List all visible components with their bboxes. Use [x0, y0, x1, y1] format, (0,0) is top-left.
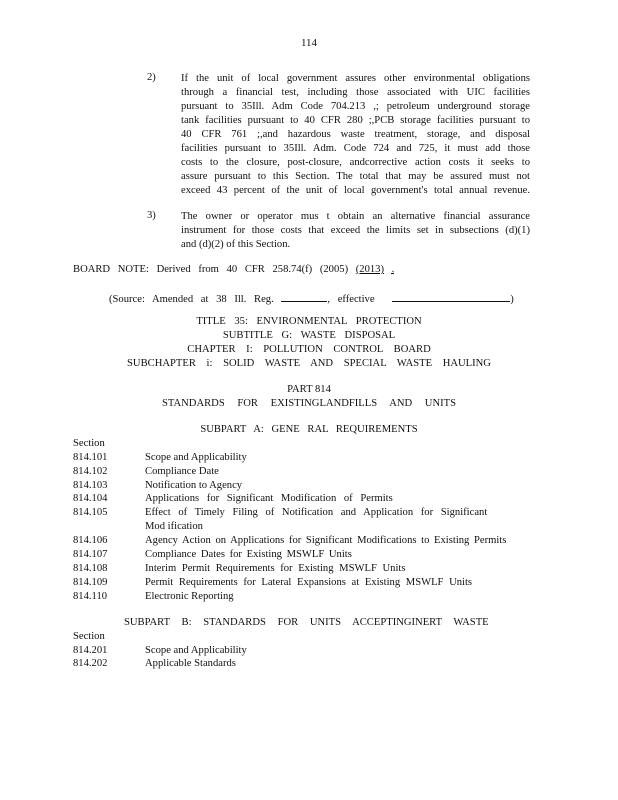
toc-number: 814.202 — [73, 658, 108, 669]
item-2-line: 40 CFR 761 ;,and hazardous waste treatment, storage, and disposal — [181, 129, 530, 140]
board-note-year: (2013) — [355, 264, 385, 275]
toc-title: Permit Requirements for Lateral Expansions at Existing MSWLF Units — [145, 577, 473, 588]
item-2-line: assure pursuant to this Section. The total that may be assured must not — [181, 171, 530, 182]
page-number: 114 — [300, 37, 318, 49]
toc-number: 814.104 — [73, 493, 108, 504]
item-3-line: and (d)(2) of this Section. — [181, 239, 291, 250]
item-3-number: 3) — [147, 210, 156, 221]
toc-title: Compliance Dates for Existing MSWLF Units — [145, 549, 352, 560]
source-effective: , effective — [327, 294, 375, 305]
toc-number: 814.201 — [73, 645, 108, 656]
toc-title: Electronic Reporting — [145, 591, 234, 602]
toc-title-continued: Mod ification — [145, 521, 203, 532]
toc-title: Compliance Date — [145, 466, 219, 477]
toc-number: 814.106 — [73, 535, 108, 546]
source-label: (Source: Amended at 38 Ill. Reg. — [109, 294, 274, 305]
toc-number: 814.108 — [73, 563, 108, 574]
subtitle-heading: SUBTITLE G: WASTE DISPOSAL — [222, 330, 396, 341]
toc-number: 814.102 — [73, 466, 108, 477]
item-2-line: costs to the closure, post-closure, andcorrective action costs it seeks to — [181, 157, 530, 168]
source-close: ) — [510, 294, 514, 305]
toc-title: Scope and Applicability — [145, 452, 247, 463]
item-2-line: If the unit of local government assures other environmental obligations — [181, 73, 530, 84]
board-note — [73, 264, 394, 275]
source-line — [109, 290, 514, 305]
toc-number: 814.109 — [73, 577, 108, 588]
part-number: PART 814 — [287, 384, 331, 395]
item-2-line: through a financial test, including those associated with UIC facilities — [181, 87, 530, 98]
toc-number: 814.107 — [73, 549, 108, 560]
part-title: STANDARDS FOR EXISTINGLANDFILLS AND UNITS — [161, 398, 456, 409]
subchapter-heading: SUBCHAPTER i: SOLID WASTE AND SPECIAL WASTE HAULING — [127, 358, 491, 369]
item-2-line: exceed 43 percent of the unit of local government's total annual revenue. — [181, 185, 530, 196]
register-blank — [281, 290, 327, 302]
toc-title: Applicable Standards — [145, 658, 236, 669]
toc-title: Applications for Significant Modification of Permits — [145, 493, 393, 504]
toc-title: Scope and Applicability — [145, 645, 247, 656]
toc-number: 814.103 — [73, 480, 108, 491]
board-note-period: . — [391, 264, 395, 275]
toc-title: Interim Permit Requirements for Existing MSWLF Units — [145, 563, 406, 574]
section-label: Section — [73, 631, 105, 642]
item-2-line: pursuant to 35Ill. Adm Code 704.213 ,; petroleum underground storage — [181, 101, 530, 112]
toc-number: 814.110 — [73, 591, 108, 602]
item-2-number: 2) — [147, 72, 156, 83]
subpart-a-heading: SUBPART A: GENE RAL REQUIREMENTS — [200, 424, 418, 435]
item-3-line: The owner or operator mus t obtain an alternative financial assurance — [181, 211, 530, 222]
toc-title: Agency Action on Applications for Significant Modifications to Existing Permits — [145, 535, 507, 546]
toc-number: 814.105 — [73, 507, 108, 518]
toc-title: Notification to Agency — [145, 480, 243, 491]
subpart-b-heading: SUBPART B: STANDARDS FOR UNITS ACCEPTINGINERT WASTE — [124, 617, 489, 628]
item-2-line: tank facilities pursuant to 40 CFR 280 ;,PCB storage facilities pursuant to — [181, 115, 530, 126]
toc-title: Effect of Timely Filing of Notification and Application for Significant — [145, 507, 488, 518]
title-heading: TITLE 35: ENVIRONMENTAL PROTECTION — [196, 316, 422, 327]
toc-number: 814.101 — [73, 452, 108, 463]
item-3-line: instrument for those costs that exceed the limits set in subsections (d)(1) — [181, 225, 530, 236]
effective-date-blank — [392, 290, 510, 302]
board-note-text: BOARD NOTE: Derived from 40 CFR 258.74(f) (2005) — [73, 264, 349, 275]
chapter-heading: CHAPTER I: POLLUTION CONTROL BOARD — [187, 344, 431, 355]
section-label: Section — [73, 438, 105, 449]
item-2-line: facilities pursuant to 35Ill. Adm. Code 724 and 725, it must add those — [181, 143, 530, 154]
